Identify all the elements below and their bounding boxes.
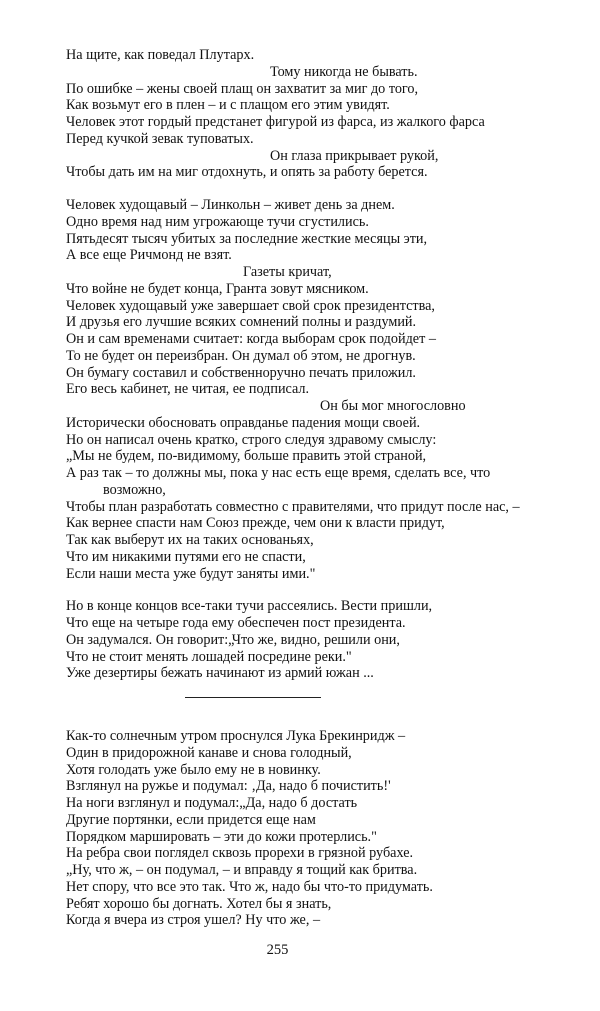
verse-line: На ноги взглянул и подумал:„Да, надо б достать [66,795,358,811]
verse-line: Что им никакими путями его не спасти, [66,548,306,565]
page-body [66,47,566,929]
verse-line: Одно время над ним угрожающе тучи сгустились. [66,213,369,230]
verse-line: Другие портянки, если придется еще нам [66,811,316,828]
stanza [66,728,433,929]
page-number: 255 [266,942,289,958]
stanza [66,197,566,582]
verse-line: Чтобы дать им на миг отдохнуть, и опять за работу берется. [66,164,428,181]
verse-line: Ребят хорошо бы догнать. Хотел бы я знать, [66,895,332,912]
verse-line: Что еще на четыре года ему обеспечен пост президента. [66,615,406,631]
verse-line: Когда я вчера из строя ушел? Ну что же, – [66,912,321,929]
verse-line: Перед кучкой зевак туповатых. [66,130,254,147]
verse-line: Хотя голодать уже было ему не в новинку. [66,761,321,778]
verse-line: Но в конце концов все-таки тучи рассеялись. Вести пришли, [66,598,433,615]
verse-line: И друзья его лучшие всяких сомнений полны и раздумий. [66,314,417,331]
verse-line: Он бы мог многословно [320,398,466,414]
stanza [66,598,566,682]
verse-line: Что не стоит менять лошадей посредине реки." [66,648,352,665]
verse-line: Он и сам временами считает: когда выборам срок подойдет – [66,331,436,347]
verse-line: Человек худощавый – Линкольн – живет день за днем. [66,197,395,213]
verse-line: Взглянул на ружье и подумал: ‚Да, надо б почистить!' [66,778,391,795]
verse-line: То не будет он переизбран. Он думал об этом, не дрогнув. [66,347,416,364]
verse-line: На щите, как поведал Плутарх. [66,47,255,63]
verse-line: Как возьмут его в плен – и с плащом его этим увидят. [66,97,390,114]
verse-line: На ребра свои поглядел сквозь прорехи в грязной рубахе. [66,845,414,862]
verse-line: Чтобы план разработать совместно с правителями, что придут после нас, – [66,498,520,515]
verse-line: Что войне не будет конца, Гранта зовут мясником. [66,280,369,297]
verse-line: Пятьдесят тысяч убитых за последние жесткие месяцы эти, [66,230,428,247]
verse-line: Как-то солнечным утром проснулся Лука Брекинридж – [66,728,406,744]
verse-line: Он глаза прикрывает рукой, [270,147,439,164]
verse-line: возможно, [103,481,166,498]
verse-line: Нет спору, что все это так. Что ж, надо бы что-то придумать. [66,878,433,895]
verse-line: „Ну, что ж, – он подумал, – и вправду я тощий как бритва. [66,862,418,878]
verse-line: Уже дезертиры бежать начинают из армий южан ... [66,665,374,682]
verse-line: Если наши места уже будут заняты ими." [66,565,316,582]
verse-line: Газеты кричат, [243,264,332,280]
verse-line: Один в придорожной канаве и снова голодный, [66,744,352,761]
section-divider [185,697,321,698]
verse-line: Порядком маршировать – эти до кожи протерлись." [66,828,377,845]
verse-line: А все еще Ричмонд не взят. [66,247,232,264]
verse-line: Человек худощавый уже завершает свой срок президентства, [66,297,435,314]
verse-line: Тому никогда не бывать. [270,63,418,80]
verse-line: Человек этот гордый предстанет фигурой из фарса, из жалкого фарса [66,114,485,130]
verse-line: А раз так – то должны мы, пока у нас есть еще время, сделать все, что [66,465,491,481]
stanza [66,47,566,181]
verse-line: Но он написал очень кратко, строго следуя здравому смыслу: [66,431,437,448]
verse-line: По ошибке – жены своей плащ он захватит за миг до того, [66,80,419,97]
verse-line: Он бумагу составил и собственноручно печать приложил. [66,364,416,381]
verse-line: Исторически обосновать оправданье падения мощи своей. [66,414,421,431]
verse-line: Он задумался. Он говорит:„Что же, видно, решили они, [66,631,400,648]
verse-line: Так как выберут их на таких основаньях, [66,532,314,548]
verse-line: „Мы не будем, по-видимому, больше править этой страной, [66,448,427,465]
verse-line: Как вернее спасти нам Союз прежде, чем они к власти придут, [66,515,445,532]
verse-line: Его весь кабинет, не читая, ее подписал. [66,381,310,398]
